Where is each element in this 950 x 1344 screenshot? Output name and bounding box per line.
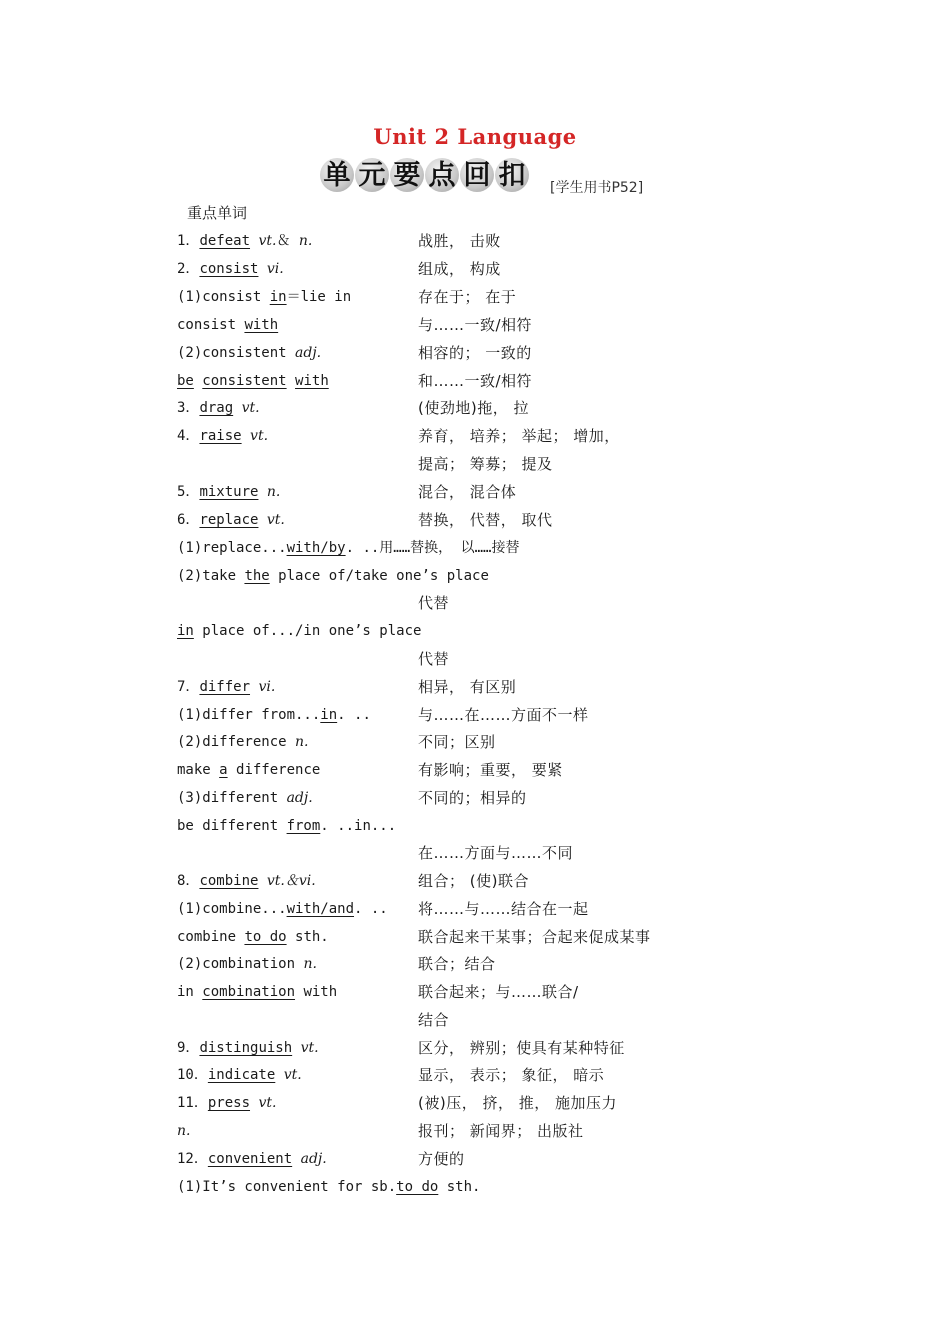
blank-answer: the — [244, 568, 270, 584]
vocab-row — [177, 647, 777, 671]
vocab-english — [177, 619, 421, 643]
blank-answer: with — [244, 317, 279, 333]
vocab-english — [177, 703, 371, 727]
vocab-text — [258, 484, 266, 500]
vocab-chinese: (被)压， 挤， 推， 施加压力 — [418, 1094, 618, 1112]
vocab-text: in — [177, 984, 203, 1000]
vocab-english — [177, 229, 312, 253]
part-of-speech: adj. — [286, 790, 313, 806]
vocab-english — [177, 257, 284, 281]
vocab-chinese: 和……一致/相符 — [418, 372, 533, 390]
blank-answer: in — [320, 707, 338, 723]
part-of-speech: vt. — [241, 400, 260, 416]
vocab-chinese: 战胜， 击败 — [418, 232, 501, 250]
vocab-row — [177, 980, 777, 1004]
vocab-text: 4． — [177, 428, 200, 444]
vocab-text: sth. — [286, 929, 329, 945]
vocab-row — [177, 758, 777, 782]
vocab-text: (2)combination — [177, 956, 304, 972]
vocab-row — [177, 508, 777, 532]
vocab-row — [177, 396, 777, 420]
vocab-row — [177, 1175, 777, 1199]
blank-answer: combination — [202, 984, 296, 1000]
vocab-chinese: 存在于； 在于 — [418, 288, 517, 306]
vocab-text — [258, 261, 266, 277]
vocab-text — [292, 1040, 300, 1056]
section-heading: 重点单词 — [187, 204, 248, 222]
vocab-chinese: 显示， 表示； 象征， 暗示 — [418, 1066, 605, 1084]
vocab-text: . .. — [354, 901, 388, 917]
vocab-text — [258, 512, 266, 528]
vocab-row — [177, 341, 777, 365]
vocab-english — [177, 952, 317, 976]
vocab-chinese: (使劲地)拖， 拉 — [418, 399, 529, 417]
vocab-english — [177, 730, 308, 754]
vocab-english — [177, 508, 285, 532]
part-of-speech: vt.＆vi. — [266, 873, 316, 889]
vocab-chinese: 替换， 代替， 取代 — [418, 511, 553, 529]
vocab-text: combine — [177, 929, 245, 945]
vocab-english — [177, 536, 519, 560]
vocab-chinese: 有影响；重要， 要紧 — [418, 761, 563, 779]
vocab-row — [177, 841, 777, 865]
part-of-speech: n. — [295, 734, 309, 750]
blank-answer: consistent — [202, 373, 287, 389]
vocab-text: 11． — [177, 1095, 208, 1111]
vocab-row — [177, 313, 777, 337]
vocab-english — [177, 1036, 319, 1060]
blank-answer: press — [207, 1095, 251, 1111]
vocab-row — [177, 424, 777, 448]
vocab-text — [292, 1151, 300, 1167]
part-of-speech: n. — [298, 233, 313, 249]
vocab-english — [177, 814, 396, 838]
vocab-chinese: 组成， 构成 — [418, 260, 501, 278]
blank-answer: mixture — [199, 484, 259, 500]
part-of-speech: vt. — [266, 512, 285, 528]
part-of-speech: n. — [177, 1123, 191, 1139]
vocab-row — [177, 1091, 777, 1115]
vocab-chinese: 联合起来干某事；合起来促成某事 — [418, 928, 651, 946]
vocab-text: 10． — [177, 1067, 208, 1083]
vocab-chinese: 不同的；相异的 — [418, 789, 527, 807]
section-banner — [320, 156, 530, 194]
part-of-speech: n. — [266, 484, 281, 500]
part-of-speech: vt. — [250, 428, 269, 444]
part-of-speech: vt. — [258, 1095, 277, 1111]
textbook-reference: [学生用书P52] — [550, 180, 644, 196]
vocab-row — [177, 536, 777, 560]
vocab-text — [233, 400, 241, 416]
part-of-speech: vt. — [258, 233, 277, 249]
vocab-chinese: 联合起来；与……联合/ — [418, 983, 579, 1001]
vocab-english — [177, 424, 268, 448]
vocab-row — [177, 564, 777, 588]
blank-answer: combine — [199, 873, 259, 889]
vocab-english — [177, 925, 329, 949]
vocab-row — [177, 285, 777, 309]
vocab-english — [177, 480, 280, 504]
banner-char: 单 — [320, 158, 354, 192]
vocab-text: place of.../in one’s place — [193, 623, 422, 639]
vocab-english — [177, 1091, 276, 1115]
blank-answer: with/and — [286, 901, 355, 917]
vocab-text: (2)take — [177, 568, 245, 584]
vocab-text: (2)consistent — [177, 345, 296, 361]
part-of-speech: vt. — [300, 1040, 319, 1056]
vocab-row — [177, 257, 777, 281]
vocab-text: (3)different — [177, 790, 287, 806]
vocab-chinese: 与……在……方面不一样 — [418, 706, 589, 724]
vocab-text: . ..用……替换， 以……接替 — [345, 540, 520, 556]
blank-answer: from — [286, 818, 321, 834]
vocab-row — [177, 480, 777, 504]
vocab-chinese: 代替 — [418, 650, 450, 668]
vocab-text — [287, 373, 295, 389]
vocab-text: 9． — [177, 1040, 200, 1056]
blank-answer: be — [177, 373, 194, 389]
vocab-chinese: 结合 — [418, 1011, 450, 1029]
vocab-row — [177, 897, 777, 921]
vocab-chinese: 报刊； 新闻界； 出版社 — [418, 1122, 584, 1140]
vocab-text: 7． — [177, 679, 200, 695]
vocab-english — [177, 980, 337, 1004]
vocab-text: sth. — [438, 1179, 481, 1195]
vocab-text: 1． — [177, 233, 200, 249]
blank-answer: defeat — [199, 233, 251, 249]
vocab-english — [177, 341, 321, 365]
vocab-text: 6． — [177, 512, 200, 528]
vocab-english — [177, 675, 275, 699]
part-of-speech: vt. — [283, 1067, 302, 1083]
vocab-text: . ..in... — [320, 818, 397, 834]
vocab-text: ＆ — [276, 233, 299, 249]
blank-answer: replace — [199, 512, 259, 528]
banner-char: 点 — [425, 158, 459, 192]
vocab-row — [177, 786, 777, 810]
part-of-speech: adj. — [300, 1151, 327, 1167]
blank-answer: drag — [199, 400, 234, 416]
vocab-english — [177, 1147, 327, 1171]
vocab-chinese: 相容的； 一致的 — [418, 344, 532, 362]
vocab-row — [177, 814, 777, 838]
part-of-speech: vi. — [266, 261, 284, 277]
vocab-text: (1)consist — [177, 289, 270, 305]
vocab-row — [177, 1147, 777, 1171]
vocab-english — [177, 1119, 190, 1143]
vocab-text: 3． — [177, 400, 200, 416]
vocab-english — [177, 1063, 302, 1087]
vocab-text: be different — [177, 818, 287, 834]
vocab-text: (1)replace... — [177, 540, 287, 556]
vocab-row — [177, 1008, 777, 1032]
banner-char: 回 — [460, 158, 494, 192]
vocab-row — [177, 591, 777, 615]
vocab-row — [177, 619, 777, 643]
vocab-english — [177, 396, 260, 420]
vocab-english — [177, 285, 351, 309]
vocab-text: difference — [227, 762, 321, 778]
blank-answer: raise — [199, 428, 242, 444]
vocab-row — [177, 869, 777, 893]
vocab-english — [177, 313, 278, 337]
vocab-english — [177, 897, 388, 921]
banner-char: 扣 — [495, 158, 529, 192]
vocab-row — [177, 675, 777, 699]
vocab-row — [177, 229, 777, 253]
vocab-chinese: 组合； (使)联合 — [418, 872, 529, 890]
banner-char: 元 — [355, 158, 389, 192]
vocab-row — [177, 952, 777, 976]
blank-answer: in — [269, 289, 287, 305]
blank-answer: in — [177, 623, 194, 639]
blank-answer: indicate — [207, 1067, 276, 1083]
vocab-text: consist — [177, 317, 245, 333]
blank-answer: consist — [199, 261, 259, 277]
vocab-text — [242, 428, 250, 444]
vocab-chinese: 代替 — [418, 594, 450, 612]
vocab-text: 2． — [177, 261, 200, 277]
vocab-row — [177, 452, 777, 476]
vocab-chinese: 养育， 培养； 举起； 增加， — [418, 427, 620, 445]
blank-answer: differ — [199, 679, 251, 695]
vocab-chinese: 区分， 辨别；使具有某种特征 — [418, 1039, 625, 1057]
blank-answer: distinguish — [199, 1040, 293, 1056]
vocab-text: (1)It’s convenient for sb. — [177, 1179, 397, 1195]
vocab-text: 5． — [177, 484, 200, 500]
part-of-speech: vi. — [258, 679, 276, 695]
vocab-english — [177, 786, 313, 810]
blank-answer: with/by — [286, 540, 346, 556]
vocab-chinese: 混合， 混合体 — [418, 483, 517, 501]
vocab-text: 12． — [177, 1151, 208, 1167]
vocab-text: (2)difference — [177, 734, 296, 750]
vocab-chinese: 提高； 筹募； 提及 — [418, 455, 553, 473]
blank-answer: to do — [396, 1179, 439, 1195]
vocab-text: . .. — [337, 707, 371, 723]
blank-answer: a — [219, 762, 228, 778]
vocab-text: make — [177, 762, 220, 778]
vocab-chinese: 在……方面与……不同 — [418, 844, 574, 862]
banner-char: 要 — [390, 158, 424, 192]
blank-answer: with — [295, 373, 329, 389]
vocab-text — [275, 1067, 283, 1083]
vocab-text: (1)differ from... — [177, 707, 321, 723]
vocab-chinese: 联合；结合 — [418, 955, 496, 973]
vocab-text — [258, 873, 266, 889]
vocab-chinese: 方便的 — [418, 1150, 465, 1168]
vocab-row — [177, 1036, 777, 1060]
part-of-speech: n. — [303, 956, 317, 972]
vocab-english — [177, 564, 489, 588]
vocab-row — [177, 703, 777, 727]
vocab-english — [177, 369, 329, 393]
vocab-text: with — [295, 984, 338, 1000]
page-title: Unit 2 Language — [373, 124, 577, 149]
part-of-speech: adj. — [295, 345, 322, 361]
vocab-row — [177, 925, 777, 949]
vocab-english — [177, 758, 320, 782]
vocab-row — [177, 369, 777, 393]
vocab-row — [177, 730, 777, 754]
vocab-text: (1)combine... — [177, 901, 287, 917]
vocab-english — [177, 1175, 480, 1199]
vocab-chinese: 与……一致/相符 — [418, 316, 533, 334]
vocab-text: ＝lie in — [286, 289, 352, 305]
vocab-row — [177, 1119, 777, 1143]
vocab-text: 8． — [177, 873, 200, 889]
blank-answer: to do — [244, 929, 287, 945]
vocab-chinese: 将……与……结合在一起 — [418, 900, 589, 918]
vocab-row — [177, 1063, 777, 1087]
vocab-chinese: 相异， 有区别 — [418, 678, 517, 696]
vocab-text: place of/take one’s place — [269, 568, 489, 584]
vocab-chinese: 不同；区别 — [418, 733, 496, 751]
vocab-english — [177, 869, 316, 893]
blank-answer: convenient — [207, 1151, 293, 1167]
